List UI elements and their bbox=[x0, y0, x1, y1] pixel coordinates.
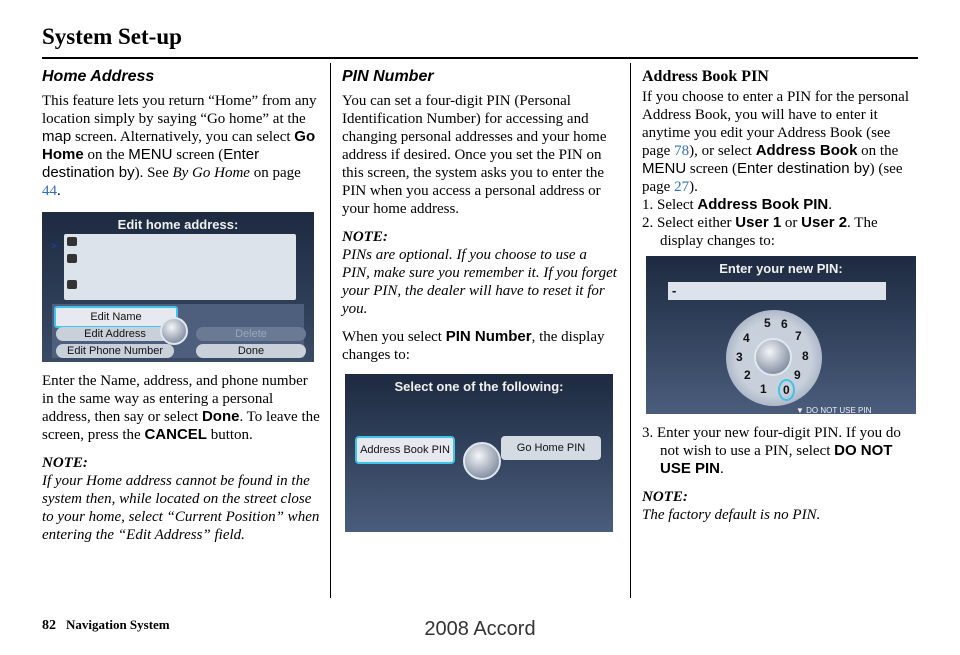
column-divider-2 bbox=[630, 63, 631, 598]
text: button. bbox=[206, 427, 253, 443]
digit-7[interactable]: 7 bbox=[795, 329, 802, 343]
edit-name-button[interactable]: Edit Name bbox=[54, 306, 178, 328]
text: . The display changes to: bbox=[660, 215, 878, 249]
joystick-knob-icon bbox=[160, 317, 188, 345]
text: on the bbox=[857, 143, 899, 159]
edit-phone-number-button[interactable]: Edit Phone Number bbox=[56, 344, 174, 358]
pin-number-display-text bbox=[342, 328, 618, 364]
term-address-book: Address Book bbox=[755, 142, 858, 159]
page-link-44[interactable]: 44 bbox=[42, 183, 57, 199]
note-label: NOTE: bbox=[342, 229, 388, 245]
digit-9[interactable]: 9 bbox=[794, 368, 801, 382]
text: screen ( bbox=[686, 161, 737, 177]
term-do-not-use-pin: DO NOT USE PIN bbox=[660, 442, 893, 477]
do-not-use-pin-label: DO NOT USE PIN bbox=[806, 406, 872, 414]
step-3 bbox=[642, 424, 918, 478]
section-heading-pin-number: PIN Number bbox=[342, 68, 434, 85]
pin-input-field[interactable]: - bbox=[668, 282, 886, 300]
step-1 bbox=[642, 196, 918, 214]
text: ). See bbox=[134, 165, 173, 181]
name-icon bbox=[67, 237, 77, 246]
address-info-panel bbox=[64, 234, 296, 300]
page-number: 82 bbox=[42, 618, 56, 633]
text: on page bbox=[249, 165, 301, 181]
section-heading-address-book-pin: Address Book PIN bbox=[642, 68, 769, 85]
page-link-78[interactable]: 78 bbox=[674, 143, 690, 159]
text: ). bbox=[689, 179, 698, 195]
term-done: Done bbox=[201, 408, 240, 425]
text: screen ( bbox=[172, 147, 224, 163]
edit-address-button[interactable]: Edit Address bbox=[56, 327, 174, 341]
text: 2. Select either bbox=[642, 215, 736, 231]
home-address-instructions bbox=[42, 372, 320, 444]
note-text: The factory default is no PIN. bbox=[642, 507, 821, 523]
term-cancel: CANCEL bbox=[144, 426, 207, 443]
step-2 bbox=[642, 214, 918, 250]
screen-title: Select one of the following: bbox=[394, 379, 564, 394]
enter-pin-screen bbox=[646, 256, 916, 414]
text: on the bbox=[83, 147, 129, 163]
term-map: map bbox=[42, 128, 72, 145]
column-home-address bbox=[42, 68, 320, 544]
note-text: If your Home address cannot be found in the system then, while located on the street close to your home, select “Current Position” when entering the “Edit Address” field. bbox=[42, 473, 320, 543]
arrow-icon: ➤ bbox=[50, 241, 59, 252]
text: Enter the Name, address, and phone number in the same way as entering a personal address, then say or select bbox=[42, 373, 308, 425]
joystick-knob-icon bbox=[754, 338, 792, 376]
text: ) (see page bbox=[642, 161, 903, 195]
note-label: NOTE: bbox=[42, 455, 88, 471]
digit-6[interactable]: 6 bbox=[781, 317, 788, 331]
xref-by-go-home: By Go Home bbox=[172, 165, 250, 181]
text: When you select bbox=[342, 329, 446, 345]
do-not-use-pin-button[interactable] bbox=[796, 402, 871, 414]
done-button[interactable]: Done bbox=[196, 344, 306, 358]
header-rule bbox=[42, 57, 918, 59]
page-link-27[interactable]: 27 bbox=[674, 179, 690, 195]
digit-0[interactable]: 0 bbox=[778, 379, 795, 401]
phone-icon bbox=[67, 280, 77, 289]
section-heading-home-address: Home Address bbox=[42, 68, 155, 85]
digit-5[interactable]: 5 bbox=[764, 316, 771, 330]
note-text: PINs are optional. If you choose to use a PIN, make sure you remember it. If you forget your PIN, the dealer will have to reset it for you. bbox=[342, 247, 617, 317]
text: screen. Alternatively, you can select bbox=[71, 129, 295, 145]
go-home-pin-button[interactable]: Go Home PIN bbox=[501, 436, 601, 460]
text: . bbox=[720, 461, 724, 477]
term-address-book-pin: Address Book PIN bbox=[697, 196, 829, 213]
address-book-pin-button[interactable]: Address Book PIN bbox=[355, 436, 455, 464]
term-user-2: User 2 bbox=[801, 214, 848, 231]
term-enter-destination: Enter destination by bbox=[736, 160, 870, 177]
term-menu: MENU bbox=[128, 146, 173, 163]
digit-2[interactable]: 2 bbox=[744, 368, 751, 382]
column-divider-1 bbox=[330, 63, 331, 598]
text: or bbox=[781, 215, 802, 231]
watermark: 2008 Accord bbox=[424, 618, 536, 640]
term-go-home: Go Home bbox=[42, 128, 316, 163]
home-icon bbox=[67, 254, 77, 263]
text: . bbox=[828, 197, 833, 213]
text: 3. Enter your new four-digit PIN. If you do not wish to use a PIN, select bbox=[642, 425, 901, 459]
joystick-knob-icon bbox=[463, 442, 501, 480]
triangle-down-icon: ▼ bbox=[796, 406, 804, 414]
digit-1[interactable]: 1 bbox=[760, 382, 767, 396]
term-pin-number: PIN Number bbox=[445, 328, 532, 345]
column-pin-number bbox=[342, 68, 618, 532]
text: 1. Select bbox=[642, 197, 698, 213]
screen-title: Edit home address: bbox=[117, 217, 239, 232]
text: . bbox=[57, 183, 61, 199]
text: , the display changes to: bbox=[342, 329, 605, 363]
term-enter-destination: Enter destination by bbox=[42, 146, 260, 181]
text: If you choose to enter a PIN for the personal Address Book, you will have to enter it anytime you edit your Address Book (see page bbox=[642, 89, 909, 159]
digit-8[interactable]: 8 bbox=[802, 349, 809, 363]
screen-title: Enter your new PIN: bbox=[719, 261, 843, 276]
digit-3[interactable]: 3 bbox=[736, 350, 743, 364]
term-menu: MENU bbox=[642, 160, 687, 177]
digit-4[interactable]: 4 bbox=[743, 331, 750, 345]
text: This feature lets you return “Home” from any location simply by saying “Go home” at the bbox=[42, 93, 317, 127]
address-book-pin-intro bbox=[642, 88, 918, 196]
page-title: System Set-up bbox=[42, 24, 182, 49]
delete-button[interactable]: Delete bbox=[196, 327, 306, 341]
text: . To leave the screen, press the bbox=[42, 409, 320, 443]
select-pin-screen bbox=[345, 374, 613, 532]
edit-home-address-screen bbox=[42, 212, 314, 362]
home-address-intro bbox=[42, 92, 320, 200]
book-title: Navigation System bbox=[66, 617, 170, 632]
column-address-book-pin bbox=[642, 68, 918, 524]
text: ), or select bbox=[689, 143, 756, 159]
pin-number-intro: You can set a four-digit PIN (Personal Identification Number) for accessing and changing personal addresses and your home address if desired. Once you set the PIN on this screen, the system asks you to enter the PIN when you access a personal address or your home address. bbox=[342, 93, 607, 217]
note-label: NOTE: bbox=[642, 489, 688, 505]
term-user-1: User 1 bbox=[735, 214, 782, 231]
